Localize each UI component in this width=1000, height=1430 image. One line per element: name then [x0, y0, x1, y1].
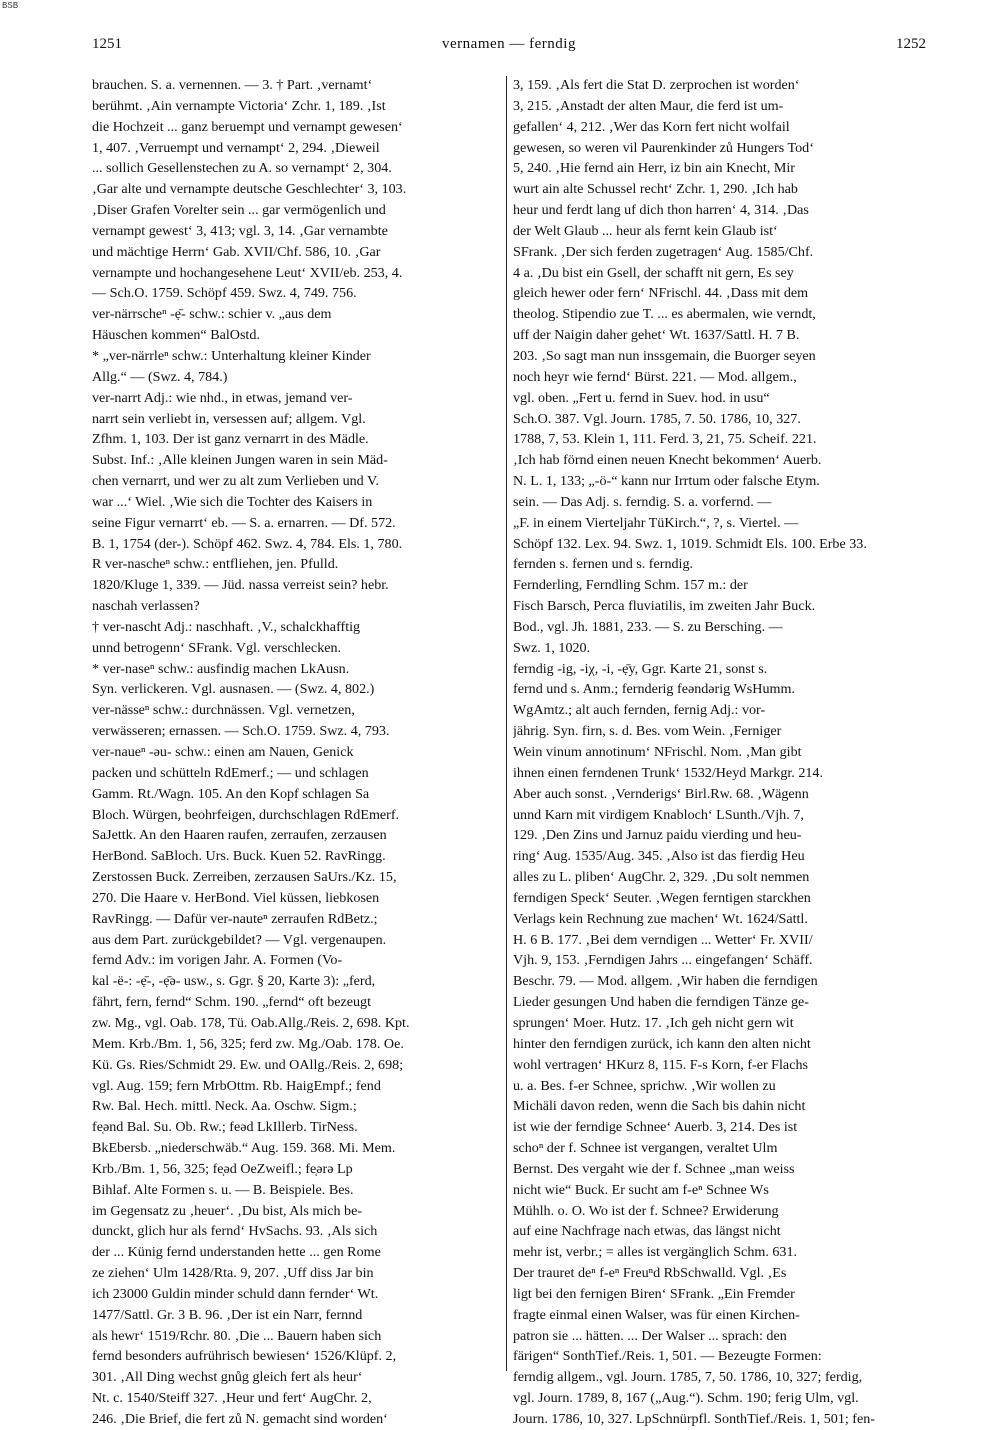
text-line: Fernderling, Ferndling Schm. 157 m.: der: [513, 577, 748, 594]
text-line: SFrank. ‚Der sich ferden zugetragen‘ Aug. 1585/Chf.: [513, 243, 814, 260]
text-line: 1477/Sattl. Gr. 3 B. 96. ‚Der ist ein Narr, fernnd: [92, 1306, 363, 1323]
text-line: unnd betrogenn‘ SFrank. Vgl. verschlecken.: [92, 639, 342, 656]
text-line: Lieder gesungen Und haben die ferndigen Tänze ge-: [513, 994, 809, 1011]
text-line: der ... Künig fernd understanden hette ... gen Rome: [92, 1244, 381, 1261]
text-line: wohl vertragen‘ HKurz 8, 115. F-s Korn, f-er Flachs: [513, 1056, 808, 1073]
text-line: N. L. 1, 133; „-ö-“ kann nur Irrtum oder falsche Etym.: [513, 473, 820, 490]
text-line: fe̜ənd Bal. Su. Ob. Rw.; feəd LkIllerb. TirNess.: [92, 1119, 358, 1136]
text-line: — Sch.O. 1759. Schöpf 459. Swz. 4, 749. 756.: [92, 285, 357, 302]
text-line: schoⁿ der f. Schnee ist vergangen, veraltet Ulm: [513, 1140, 778, 1157]
text-line: Subst. Inf.: ‚Alle kleinen Jungen waren in sein Mäd-: [92, 452, 388, 469]
text-line: Swz. 1, 1020.: [513, 639, 591, 656]
text-line: gleich hewer oder fern‘ NFrischl. 44. ‚Dass mit dem: [513, 285, 809, 302]
text-line: Allg.“ — (Swz. 4, 784.): [92, 368, 228, 385]
text-line: fernden s. fernen und s. ferndig.: [513, 556, 694, 573]
text-line: fragte einmal einen Walser, was für einen Kirchen-: [513, 1306, 800, 1323]
text-line: Beschr. 79. — Mod. allgem. ‚Wir haben die ferndigen: [513, 973, 818, 990]
text-line: nicht wie“ Buck. Er sucht am f-eⁿ Schnee Ws: [513, 1181, 769, 1198]
text-line: ist wie der ferndige Schnee‘ Auerb. 3, 214. Des ist: [513, 1119, 798, 1136]
page-number-left: 1251: [92, 36, 122, 52]
text-line: Nt. c. 1540/Steiff 327. ‚Heur und fert‘ AugChr. 2,: [92, 1390, 372, 1407]
text-line: mehr ist, verbr.; = alles ist vergänglich Schm. 631.: [513, 1244, 798, 1261]
text-line: 3, 215. ‚Anstadt der alten Maur, die ferd ist um-: [513, 97, 784, 114]
text-line: B. 1, 1754 (der-). Schöpf 462. Swz. 4, 784. Els. 1, 780.: [92, 535, 403, 552]
text-line: ferndigen Speck‘ Seuter. ‚Wegen ferntigen starckhen: [513, 889, 811, 906]
text-line: vgl. Aug. 159; fern MrbOttm. Rb. HaigEmpf.; fend: [92, 1077, 381, 1094]
text-line: Krb./Bm. 1, 56, 325; fe̜əd OeZweifl.; fe̜ərə Lp: [92, 1160, 353, 1177]
text-line: im Gegensatz zu ‚heuer‘. ‚Du bist, Als mich be-: [92, 1202, 363, 1219]
text-line: narrt sein verliebt in, versessen auf; allgem. Vgl.: [92, 410, 366, 427]
text-line: Häuschen kommen“ BalOstd.: [92, 327, 260, 344]
text-line: ferndig allgem., vgl. Journ. 1785, 7, 50. 1786, 10, 327; ferdig,: [513, 1369, 863, 1386]
text-line: Rw. Bal. Hech. mittl. Neck. Aa. Oschw. Sigm.;: [92, 1098, 357, 1115]
text-line: u. a. Bes. f-er Schnee, sprichw. ‚Wir wollen zu: [513, 1077, 776, 1094]
text-line: seine Figur vernarrt‘ eb. — S. a. ernarren. — Df. 572.: [92, 514, 396, 531]
text-line: R ver-nascheⁿ schw.: entfliehen, jen. Pfulld.: [92, 556, 339, 573]
text-line: jährig. Syn. firn, s. d. Bes. vom Wein. ‚Ferniger: [513, 723, 782, 740]
text-line: Verlags kein Rechnung zue machen‘ Wt. 1624/Sattl.: [513, 910, 808, 927]
text-line: 5, 240. ‚Hie fernd ain Herr, iz bin ain Knecht, Mir: [513, 160, 796, 177]
right-column: [513, 75, 927, 1430]
text-line: 1, 407. ‚Verruempt und vernampt‘ 2, 294. ‚Dieweil: [92, 139, 380, 156]
text-line: 246. ‚Die Brief, die fert zů N. gemacht sind worden‘: [92, 1411, 388, 1427]
text-line: ver-närrscheⁿ -ẹ̄- schw.: schier v. „aus dem: [92, 306, 332, 323]
text-line: die Hochzeit ... ganz beruempt und vernampt gewesen‘: [92, 118, 403, 135]
text-line: H. 6 B. 177. ‚Bei dem verndigen ... Wetter‘ Fr. XVII/: [513, 931, 813, 948]
text-line: * „ver-närrleⁿ schw.: Unterhaltung kleiner Kinder: [92, 347, 371, 364]
text-line: uff der Naigin daher gehet‘ Wt. 1637/Sattl. H. 7 B.: [513, 327, 800, 344]
text-line: als hewr‘ 1519/Rchr. 80. ‚Die ... Bauern haben sich: [92, 1327, 382, 1344]
text-line: Gamm. Rt./Wagn. 105. An den Kopf schlagen Sa: [92, 785, 370, 802]
text-line: Syn. verlickeren. Vgl. ausnasen. — (Swz. 4, 802.): [92, 681, 375, 698]
text-line: verwässeren; ernassen. — Sch.O. 1759. Swz. 4, 793.: [92, 723, 390, 740]
text-line: brauchen. S. a. vernennen. — 3. † Part. ‚vernamt‘: [92, 77, 373, 93]
text-line: ich 23000 Guldin minder schuld dann fernder‘ Wt.: [92, 1285, 379, 1302]
text-line: WgAmtz.; alt auch fernden, fernig Adj.: vor-: [513, 702, 766, 719]
text-line: zw. Mg., vgl. Oab. 178, Tü. Oab.Allg./Reis. 2, 698. Kpt.: [92, 1014, 410, 1031]
text-line: „F. in einem Vierteljahr TüKirch.“, ?, s. Viertel. —: [513, 514, 799, 531]
text-line: ver-nässeⁿ schw.: durchnässen. Vgl. vernetzen,: [92, 702, 355, 719]
text-line: kal -ë-: -ẹ̄-, -ẹ̄ə- usw., s. Ggr. § 20, Karte 3): „ferd,: [92, 973, 376, 990]
text-line: ‚Ich hab förnd einen neuen Knecht bekommen‘ Auerb.: [513, 452, 822, 469]
text-line: Schöpf 132. Lex. 94. Swz. 1, 1019. Schmidt Els. 100. Erbe 33.: [513, 535, 867, 552]
text-line: 3, 159. ‚Als fert die Stat D. zerprochen ist worden‘: [513, 77, 800, 93]
text-line: Der trauret deⁿ f-eⁿ Freuⁿd RbSchwalld. Vgl. ‚Es: [513, 1265, 787, 1282]
text-line: fährt, fern, fernd“ Schm. 190. „fernd“ oft bezeugt: [92, 994, 372, 1011]
text-line: unnd Karn mit virdigem Knabloch‘ LSunth./Vjh. 7,: [513, 806, 804, 823]
text-line: sprungen‘ Moer. Hutz. 17. ‚Ich geh nicht gern wit: [513, 1014, 794, 1031]
text-line: der Welt Glaub ... heur als fernt kein Glaub ist‘: [513, 222, 778, 239]
text-line: 129. ‚Den Zins und Jarnuz paidu vierding und heu-: [513, 827, 802, 844]
text-line: 1820/Kluge 1, 339. — Jüd. nassa verreist sein? hebr.: [92, 577, 389, 594]
text-line: vgl. oben. „Fert u. fernd in Suev. hod. in usu“: [513, 389, 770, 406]
text-line: fernd besonders aufrührisch bewiesen‘ 1526/Klüpf. 2,: [92, 1348, 397, 1365]
text-line: und mächtige Herrn‘ Gab. XVII/Chf. 586, 10. ‚Gar: [92, 243, 381, 260]
text-line: war ...‘ Wiel. ‚Wie sich die Tochter des Kaisers in: [92, 493, 373, 510]
text-line: Bernst. Des vergaht wie der f. Schnee „man weiss: [513, 1160, 795, 1177]
text-line: * ver-naseⁿ schw.: ausfindig machen LkAusn.: [92, 660, 350, 677]
text-line: ihnen einen ferndenen Trunk‘ 1532/Heyd Markgr. 214.: [513, 764, 824, 781]
text-line: Journ. 1786, 10, 327. LpSchnürpfl. SonthTief./Reis. 1, 501; fen-: [513, 1411, 875, 1427]
page-number-right: 1252: [896, 36, 926, 52]
text-line: 203. ‚So sagt man nun inssgemain, die Buorger seyen: [513, 347, 816, 364]
text-line: † ver-nascht Adj.: naschhaft. ‚V., schalckhafftig: [92, 618, 361, 635]
text-line: ferndig -ig, -iχ, -i, -ẹ̄y, Ggr. Karte 21, sonst s.: [513, 660, 768, 677]
text-line: ... sollich Gesellenstechen zu A. so vernampt‘ 2, 304.: [92, 160, 392, 177]
text-line: 1788, 7, 53. Klein 1, 111. Ferd. 3, 21, 75. Scheif. 221.: [513, 431, 817, 448]
text-line: Bloch. Würgen, beohrfeigen, durchschlagen RdEmerf.: [92, 806, 400, 823]
running-title: vernamen — ferndig: [442, 36, 576, 52]
text-line: BkEbersb. „niederschwäb.“ Aug. 159. 368. Mi. Mem.: [92, 1140, 396, 1157]
text-line: sein. — Das Adj. s. ferndig. S. a. vorfernd. —: [513, 493, 772, 510]
text-line: patron sie ... hätten. ... Der Walser ... sprach: den: [513, 1327, 787, 1344]
text-line: RavRingg. — Dafür ver-nauteⁿ zerraufen RdBetz.;: [92, 910, 378, 927]
text-line: alles zu L. pliben‘ AugChr. 2, 329. ‚Du solt nemmen: [513, 869, 810, 886]
text-line: fernd und s. Anm.; fernderig feəndərig WsHumm.: [513, 681, 795, 698]
text-line: Kü. Gs. Ries/Schmidt 29. Ew. und OAllg./Reis. 2, 698;: [92, 1056, 404, 1073]
text-line: theolog. Stipendio zue T. ... es abermalen, wie verndt,: [513, 306, 816, 323]
text-line: ligt bei den fernigen Biren‘ SFrank. „Ein Fremder: [513, 1285, 795, 1302]
left-column: [92, 75, 506, 1430]
text-line: hinter den ferndigen zurück, ich kann den alten nicht: [513, 1035, 811, 1052]
text-line: ‚Gar alte und vernampte deutsche Geschlechter‘ 3, 103.: [92, 181, 407, 198]
text-line: Fisch Barsch, Perca fluviatilis, im zweiten Jahr Buck.: [513, 598, 816, 615]
text-line: Mühlh. o. O. Wo ist der f. Schnee? Erwiderung: [513, 1202, 779, 1219]
text-line: ring‘ Aug. 1535/Aug. 345. ‚Also ist das fierdig Heu: [513, 848, 805, 865]
text-line: ver-naueⁿ -əu- schw.: einen am Nauen, Genick: [92, 744, 354, 760]
text-line: Zfhm. 1, 103. Der ist ganz vernarrt in des Mädle.: [92, 431, 369, 448]
text-line: Bihlaf. Alte Formen s. u. — B. Beispiele. Bes.: [92, 1181, 354, 1198]
text-line: heur und ferdt lang uf dich thon harren‘ 4, 314. ‚Das: [513, 202, 809, 219]
text-line: wurt ain alte Schussel recht‘ Zchr. 1, 290. ‚Ich hab: [513, 181, 798, 198]
text-line: packen und schütteln RdEmerf.; — und schlagen: [92, 764, 369, 781]
text-line: Bod., vgl. Jh. 1881, 233. — S. zu Bersching. —: [513, 618, 783, 635]
text-line: ze ziehen‘ Ulm 1428/Rta. 9, 207. ‚Uff diss Jar bin: [92, 1265, 374, 1282]
text-line: gewesen, so weren vil Paurenkinder zů Hungers Tod‘: [513, 139, 814, 156]
text-line: HerBond. SaBloch. Urs. Buck. Kuen 52. RavRingg.: [92, 848, 386, 865]
text-line: vernampt gewest‘ 3, 413; vgl. 3, 14. ‚Gar vernambte: [92, 222, 388, 239]
text-line: Aber auch sonst. ‚Vernderigs‘ Birl.Rw. 68. ‚Wägenn: [513, 785, 809, 802]
text-line: fernd Adv.: im vorigen Jahr. A. Formen (Vo-: [92, 952, 343, 969]
text-line: gefallen‘ 4, 212. ‚Wer das Korn fert nicht wolfail: [513, 118, 790, 135]
text-line: aus dem Part. zurückgebildet? — Vgl. vergenaupen.: [92, 931, 387, 948]
text-line: 270. Die Haare v. HerBond. Viel küssen, liebkosen: [92, 889, 380, 906]
text-line: 301. ‚All Ding wechst gnůg gleich fert als heur‘: [92, 1369, 363, 1386]
text-line: ver-narrt Adj.: wie nhd., in etwas, jemand ver-: [92, 389, 353, 406]
text-line: vgl. Journ. 1789, 8, 167 („Aug.“). Schm. 190; ferig Ulm, vgl.: [513, 1390, 859, 1407]
text-line: SaJettk. An den Haaren raufen, zerraufen, zerzausen: [92, 827, 387, 844]
text-line: Zerstossen Buck. Zerreiben, zerzausen SaUrs./Kz. 15,: [92, 869, 397, 886]
text-line: naschah verlassen?: [92, 598, 200, 615]
text-line: dunckt, glich hur als fernd‘ HvSachs. 93. ‚Als sich: [92, 1223, 378, 1240]
text-line: Sch.O. 387. Vgl. Journ. 1785, 7. 50. 1786, 10, 327.: [513, 410, 801, 427]
text-line: Vjh. 9, 153. ‚Ferndigen Jahrs ... eingefangen‘ Schäff.: [513, 952, 813, 969]
text-line: auf eine Nachfrage nach etwas, das längst nicht: [513, 1223, 781, 1240]
running-header: [92, 36, 926, 58]
text-line: Wein vinum annotinum‘ NFrischl. Nom. ‚Man gibt: [513, 744, 802, 760]
text-line: vernampte und hochangesehene Leut‘ XVII/eb. 253, 4.: [92, 264, 403, 281]
column-divider: [506, 76, 507, 1371]
text-line: ‚Diser Grafen Vorelter sein ... gar vermögenlich und: [92, 202, 386, 219]
text-line: 4 a. ‚Du bist ein Gsell, der schafft nit gern, Es sey: [513, 264, 794, 281]
text-line: Mem. Krb./Bm. 1, 56, 325; ferd zw. Mg./Oab. 178. Oe.: [92, 1035, 404, 1052]
library-stamp: BSB: [2, 1, 19, 11]
text-line: noch heyr wie fernd‘ Bürst. 221. — Mod. allgem.,: [513, 368, 797, 385]
text-line: chen vernarrt, und wer zu alt zum Verlieben und V.: [92, 473, 379, 490]
text-line: Michäli davon reden, wenn die Sach bis dahin nicht: [513, 1098, 806, 1115]
text-line: färigen“ SonthTief./Reis. 1, 501. — Bezeugte Formen:: [513, 1348, 822, 1365]
text-line: berühmt. ‚Ain vernampte Victoria‘ Zchr. 1, 189. ‚Ist: [92, 97, 386, 114]
